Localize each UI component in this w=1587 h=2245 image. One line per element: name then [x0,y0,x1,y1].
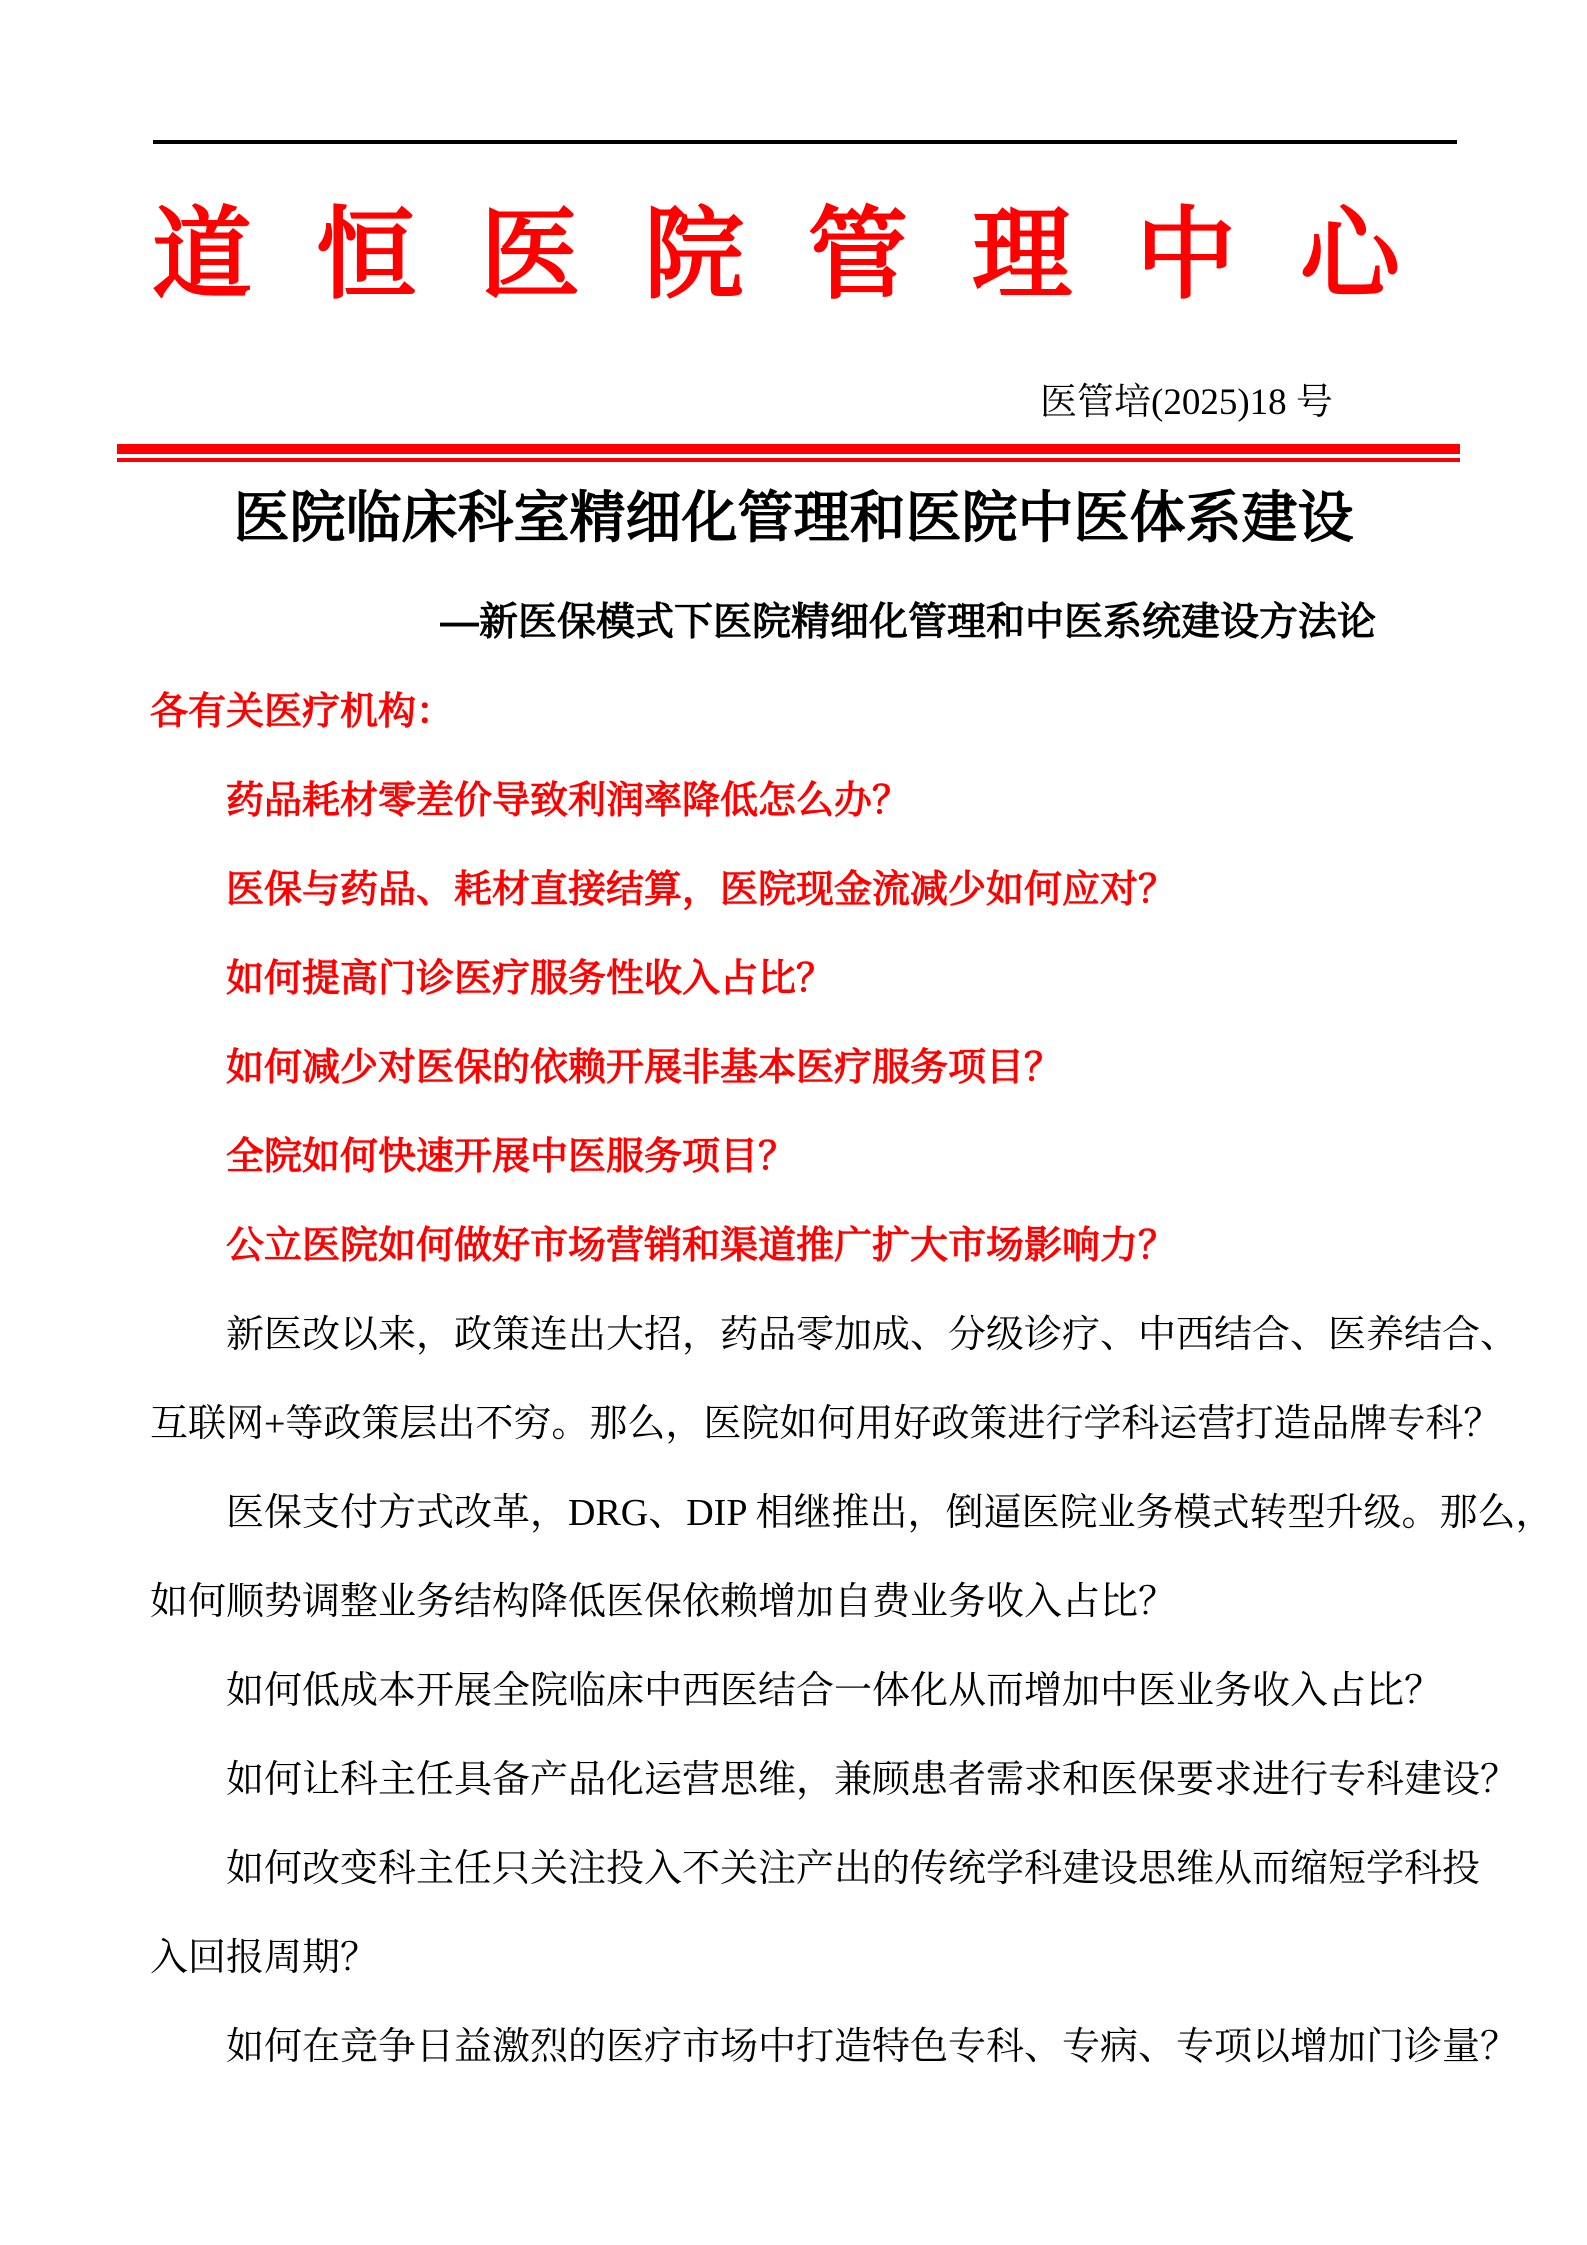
body-line: 入回报周期？ [150,1937,379,1979]
body-line: 如何顺势调整业务结构降低医保依赖增加自费业务收入占比？ [150,1581,1177,1623]
body-line: 新医改以来，政策连出大招，药品零加成、分级诊疗、中西结合、医养结合、 [226,1314,1519,1356]
top-rule [153,140,1457,144]
body-line: 如何改变科主任只关注投入不关注产出的传统学科建设思维从而缩短学科投 [226,1848,1481,1890]
org-title: 道恒医院管理中心 [152,199,1464,311]
question-line: 公立医院如何做好市场营销和渠道推广扩大市场影响力？ [226,1225,1177,1267]
body-line: 如何低成本开展全院临床中西医结合一体化从而增加中医业务收入占比？ [226,1670,1443,1712]
salutation: 各有关医疗机构： [150,691,455,733]
question-line: 如何减少对医保的依赖开展非基本医疗服务项目？ [226,1047,1063,1089]
question-line: 药品耗材零差价导致利润率降低怎么办？ [226,780,911,822]
red-divider-thick-line [117,444,1460,454]
document-subtitle: —新医保模式下医院精细化管理和中医系统建设方法论 [440,601,1377,644]
body-line: 医保支付方式改革，DRG、DIP 相继推出，倒逼医院业务模式转型升级。那么， [226,1492,1554,1534]
document-body [150,668,1554,2092]
red-divider-thin-line [117,458,1460,462]
question-line: 如何提高门诊医疗服务性收入占比？ [226,958,835,1000]
body-line: 如何让科主任具备产品化运营思维，兼顾患者需求和医保要求进行专科建设？ [226,1759,1519,1801]
question-line: 全院如何快速开展中医服务项目？ [226,1136,797,1178]
body-line: 互联网+等政策层出不穷。那么，医院如何用好政策进行学科运营打造品牌专科？ [150,1403,1502,1445]
doc-number: 医管培(2025)18 号 [1040,382,1333,423]
red-divider [117,444,1460,462]
question-line: 医保与药品、耗材直接结算，医院现金流减少如何应对？ [226,869,1177,911]
body-line: 如何在竞争日益激烈的医疗市场中打造特色专科、专病、专项以增加门诊量？ [226,2026,1519,2068]
document-title: 医院临床科室精细化管理和医院中医体系建设 [233,486,1354,549]
